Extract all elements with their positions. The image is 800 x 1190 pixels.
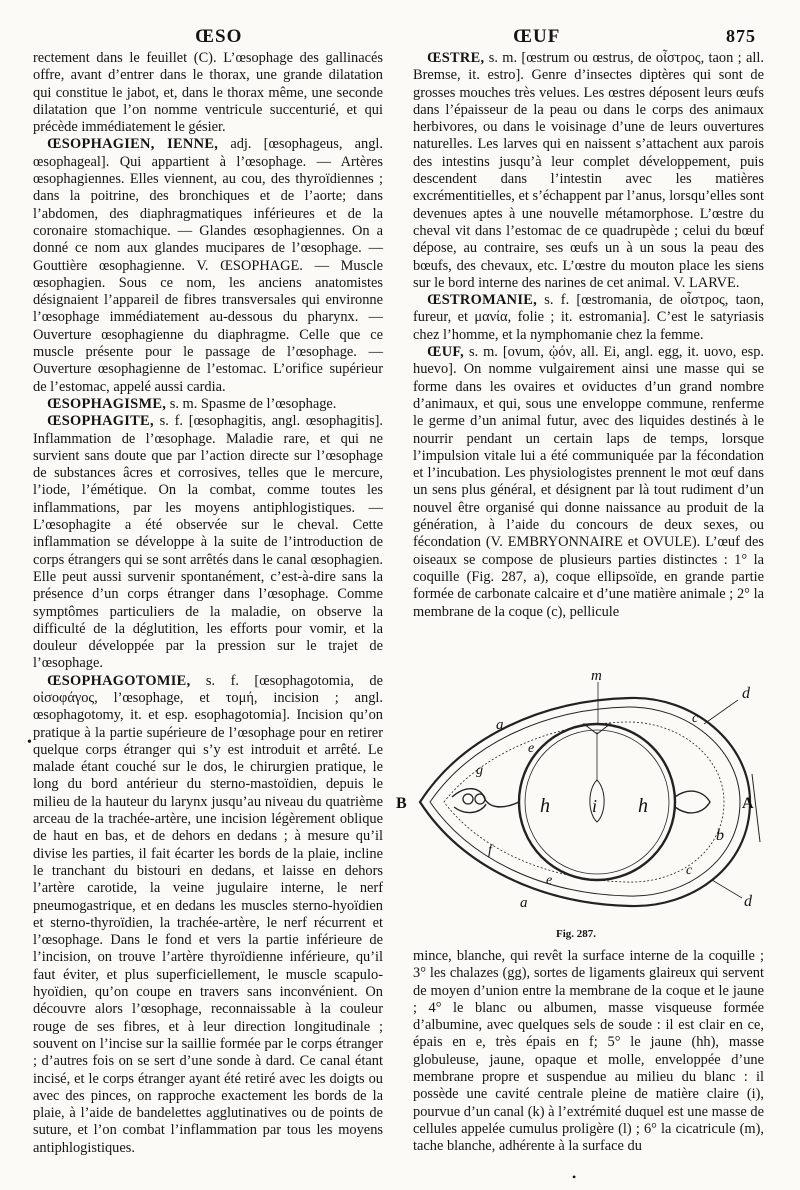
header-center-word: ŒUF xyxy=(513,26,561,47)
fig-label-b: b xyxy=(716,827,724,844)
chalaza-coil-1 xyxy=(463,794,473,804)
entry-oesophagite: ŒSOPHAGITE, s. f. [œsophagitis, angl. œsophagitis]. Inflammation de l’œsophage. Maladie rare, et qui ne survient sans doute que par l’action directe sur l’œsophage de substances âcres et corrosives, telles que le mercure, l’iode, l’émétique. On la combat, comme toutes les inflammations, par les moyens antiphlogistiques. — L’œsophagite a été observée sur le cheval. Cette inflammation se développe à la suite de l’introduction de corps étrangers qui se sont arrêtés dans le canal œsophagien. Elle peut aussi survenir spontanément, c’est-à-dire sans la présence d’un corps étranger dans l’œsophage. Comme symptômes particuliers de la maladie, on observe la difficulté de la déglutition, les efforts pour vomir, et la douleur développée par la pression sur le trajet de l’œsophage. xyxy=(33,413,383,672)
fig-label-d-bottom: d xyxy=(744,893,752,910)
headword: ŒSOPHAGISME, xyxy=(47,395,167,412)
bottom-mark: • xyxy=(572,1170,577,1184)
page-number: 875 xyxy=(726,26,756,46)
chalaza-left xyxy=(452,789,519,813)
fig-label-h-left: h xyxy=(540,795,550,817)
right-column-top xyxy=(413,50,764,621)
fig-label-e-bottom: e xyxy=(546,873,553,888)
entry-oeuf-continued: mince, blanche, qui revêt la surface interne de la coquille ; 3° les chalazes (gg), sortes de ligaments glaireux qui servent de moyen d’union entre la membrane de la coque et le jaune ; 4° le blanc ou albumen, masse visqueuse formée d’albumine, avec quelques sels de soude : il est clair en ce, épais en e, très épais en f; 5° le jaune (hh), masse globuleuse, jaune, opaque et molle, enveloppée d’une membrane propre et suspendue au milieu du blanc : il possède une cavité centrale pleine de matière claire (i), pourvue d’un canal (k) à l’extrémité duquel est une masse de cellules appelée cumulus proligère (l) ; 6° la cicatricule (m), tache blanche, adhérente à la surface du xyxy=(413,948,764,1155)
right-column-bottom xyxy=(413,948,764,1156)
headword: ŒSOPHAGITE, xyxy=(47,413,154,430)
fig-label-m: m xyxy=(591,668,602,684)
fig-label-f: f xyxy=(488,843,492,858)
entry-oestromanie: ŒSTROMANIE, s. f. [œstromania, de οἶστρος, taon, fureur, et μανία, folie ; it. estromania]. C’est le satyriasis chez l’homme, et la nymphomanie chez la femme. xyxy=(413,292,764,343)
fig-label-B: B xyxy=(396,795,407,812)
chalaza-right xyxy=(675,791,710,813)
fig-label-d-top: d xyxy=(742,685,750,702)
headword: ŒSTRE, xyxy=(427,50,485,66)
fig-label-a-top: a xyxy=(496,717,504,733)
fig-label-c-bottom: c xyxy=(686,863,693,878)
entry-oesophagotomie: ŒSOPHAGOTOMIE, s. f. [œsophagotomia, de οἰσοφάγος, l’œsophage, et τομή, incision ; angl. œsophagotomy, it. et esp. esophagotomia]. Incision qu’on pratique à la partie supérieure de l’œsophage pour en retirer quelque corps étranger qui s’y est introduit et arrêté. Le malade étant couché sur le dos, le chirurgien pratique, le long du bord antérieur du sterno-mastoïdien, depuis le milieu de la hauteur du larynx jusqu’au niveau du quatrième arceau de la trachée-artère, une incision légèrement oblique de haut en bas, et de dehors en dedans ; à mesure qu’il divise les parties, il fait écarter les bords de la plaie, incline le tranchant du bistouri en dedans, et laisse en dehors l’artère carotide, la veine jugulaire interne, le nerf pneumogastrique, et en dedans les muscles sterno-hyoïdien et sterno-thyroïdien, la trachée-artère, le nerf récurrent et l’œsophage. Dans le fond et vers la partie inférieure de l’incision, on trouve l’artère thyroïdienne inférieure, qu’il faut éviter, et plus superficiellement, le muscle scapulo-hyoïdien, qu’on coupe en travers sans inconvénient. On découvre alors l’œsophage, reconnaissable à la couleur rouge de ses fibres, et à leur direction longitudinale ; souvent on l’incise sur la saillie formée par le corps étranger ; d’autres fois on se sert d’une sonde à dard. Ce canal étant incisé, et le corps étranger ayant été retiré avec les doigts ou avec des pinces, on rapproche exactement les bords de la plaie, à l’aide de bandelettes agglutinatives ou de points de suture, et l’on combat l’inflammation par tous les moyens antiphlogistiques. xyxy=(33,672,383,1156)
fig-label-A: A xyxy=(742,795,754,812)
figure-caption: Fig. 287. xyxy=(556,928,597,940)
entry-continuation: rectement dans le feuillet (C). L’œsophage des gallinacés offre, avant d’entrer dans le thorax, une grande dilatation qui constitue le jabot, et, dans le thorax même, une seconde dilatation que l’on nomme ventricule succenturié, et qui précède immédiatement le gésier. xyxy=(33,50,383,136)
entry-oestre: ŒSTRE, s. m. [œstrum ou œstrus, de οἶστρος, taon ; all. Bremse, it. estro]. Genre d’insectes diptères qui sont de grosses mouches très velues. Les œstres déposent leurs œufs dans l’épaisseur de la peau ou dans le corps des animaux herbivores, ou dans le voisinage d’une de leurs ouvertures naturelles. Les larves qui en naissent s’attachent aux parois des intestins jusqu’à leur complet développement, puis descendent dans l’intestin avec les matières excrémentitielles, et s’échappent par l’anus, lorsqu’elles sont devenues aptes à une nouvelle métamorphose. L’œstre du cheval vit dans l’estomac de ce quadrupède ; celui du bœuf dépose, au contraire, ses œufs un à un sous la peau des bœufs, des chevaux, etc. L’œstre du mouton place les siens sur le bord interne des narines de cet animal. V. LARVE. xyxy=(413,50,764,291)
fig-label-a-bottom: a xyxy=(520,895,528,911)
fig-label-g: g xyxy=(476,763,483,778)
egg-diagram xyxy=(392,662,770,950)
entry-oesophagien: ŒSOPHAGIEN, IENNE, adj. [œsophageus, angl. œsophageal]. Qui appartient à l’œsophage. — Artères œsophagiennes. Elles viennent, au cou, des thyroïdiennes ; dans la poitrine, des bronchiques et de l’aorte; dans l’abdomen, des diaphragmatiques inférieures et de la coronaire stomachique. — Glandes œsophagiennes. On a donné ce nom aux glandes mucipares de l’œsophage. — Gouttière œsophagienne. V. ŒSOPHAGE. — Muscle œsophagien. Sous ce nom, les anciens anatomistes désignaient l’appareil de fibres transversales qui environne l’œsophage immédiatement au-dessous du pharynx. — Ouverture œsophagienne du diaphragme. Celle que ce muscle présente pour le passage de l’œsophage. — Ouverture œsophagienne de l’estomac. L’orifice supérieur de l’estomac, appelé aussi cardia. xyxy=(33,136,383,395)
headword: ŒSTROMANIE, xyxy=(427,292,538,309)
pointer-d-top xyxy=(704,700,738,724)
shell-membrane xyxy=(430,707,740,896)
fig-label-c-top: c xyxy=(692,711,699,726)
egg-figure xyxy=(392,662,770,950)
left-column xyxy=(33,50,383,1157)
fig-label-i: i xyxy=(592,796,598,816)
pointer-d-bottom xyxy=(712,880,742,898)
headword: ŒSOPHAGOTOMIE, xyxy=(47,672,191,689)
fig-label-h-right: h xyxy=(638,795,648,817)
margin-mark: • xyxy=(27,735,32,750)
headword: ŒSOPHAGIEN, IENNE, xyxy=(47,136,219,153)
albumen-outer xyxy=(444,722,724,882)
entry-oeuf: ŒUF, s. m. [ovum, ᾠόν, all. Ei, angl. egg, it. uovo, esp. huevo]. On nomme vulgairement ainsi une masse qui se forme dans les ovaires et oviductes d’un grand nombre d’animaux, et qui, sous une enveloppe commune, renferme le germe d’un animal futur, avec des liquides destinés à le nourrir pendant un certain laps de temps, lorsque l’impulsion vitale lui a été communiquée par la fécondation et l’incubation. Les physiologistes prennent le mot œuf dans un sens plus général, et désignent par là tout rudiment d’un nouvel être organisé qui donne naissance au produit de la génération, à l’aide du concours de deux sexes, ou fécondation (V. EMBRYONNAIRE et OVULE). L’œuf des oiseaux se compose de plusieurs parties distinctes : 1° la coquille (Fig. 287, a), coque ellipsoïde, en grande partie formée de carbonate calcaire et d’une matière animale ; 2° la membrane de la coque (c), pellicule xyxy=(413,344,764,620)
chalaza-coil-2 xyxy=(475,794,485,804)
header-left-word: ŒSO xyxy=(195,26,243,47)
headword: ŒUF, xyxy=(427,344,465,361)
entry-oesophagisme: ŒSOPHAGISME, s. m. Spasme de l’œsophage. xyxy=(47,395,337,412)
fig-label-e-top: e xyxy=(528,741,535,756)
